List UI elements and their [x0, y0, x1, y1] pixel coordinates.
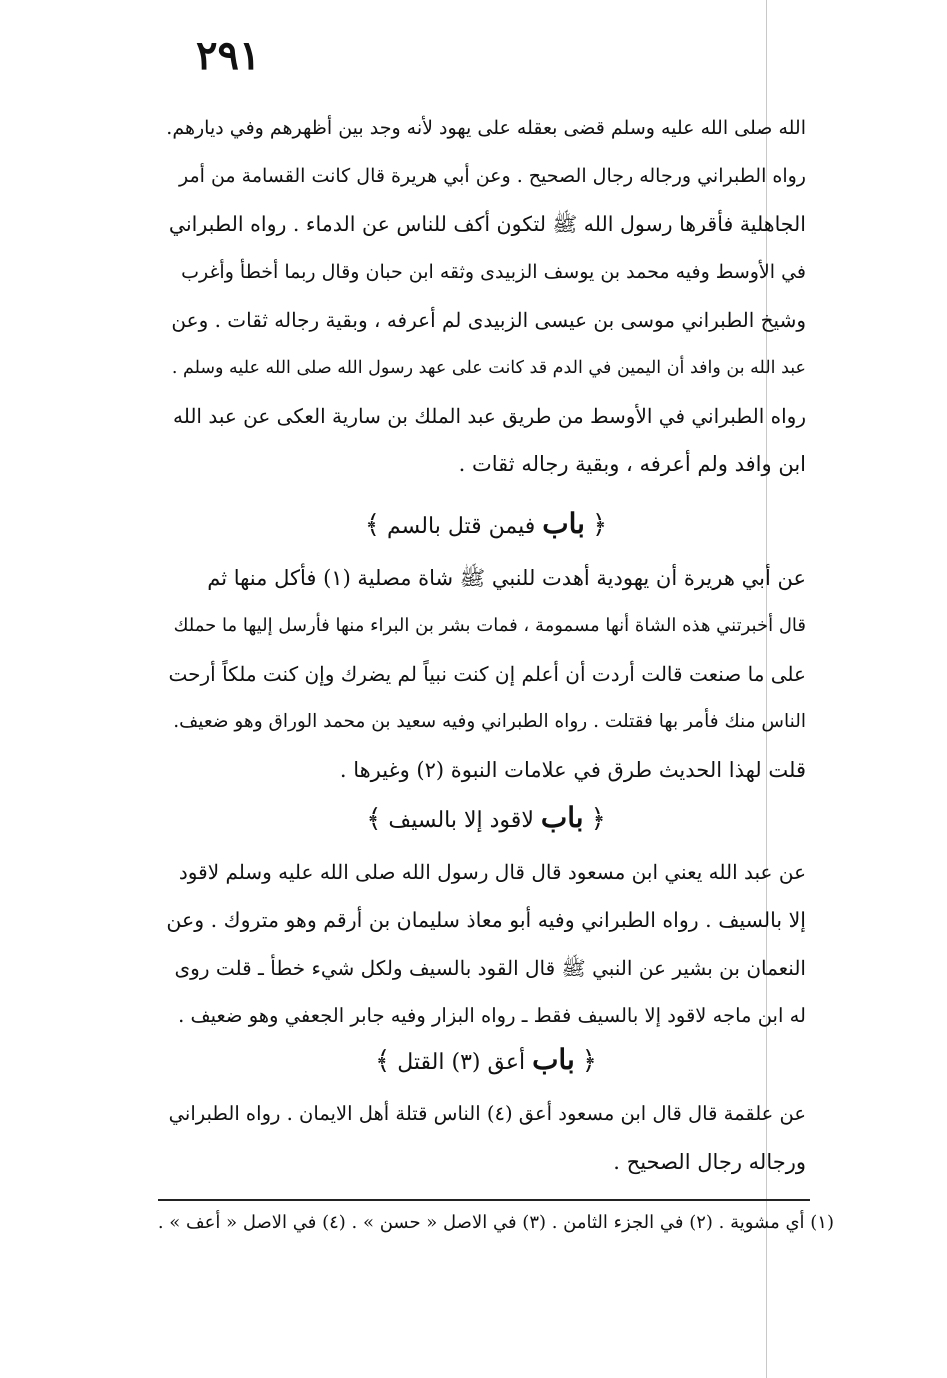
footnotes: (١) أي مشوية . (٢) في الجزء الثامن . (٣) في الاصل « حسن » . (٤) في الاصل « أعف » . [157, 1212, 834, 1233]
bracket-open: ﴿ [590, 804, 606, 834]
chapter-word: باب [540, 801, 584, 834]
text-line: عن أبي هريرة أن يهودية أهدت للنبي ﷺ شاة مصلية (١) فأكل منها ثم [207, 566, 806, 590]
footnote-divider [158, 1199, 810, 1201]
chapter-title: أعق (٣) القتل [397, 1050, 526, 1075]
text-line: إلا بالسيف . رواه الطبراني وفيه أبو معاذ سليمان بن أرقم وهو متروك . وعن [166, 908, 806, 932]
paragraph-2 [166, 554, 806, 794]
bracket-close: ﴾ [364, 510, 381, 540]
text-line: ابن وافد ولم أعرفه ، وبقية رجاله ثقات . [458, 452, 806, 476]
chapter-title: فيمن قتل بالسم [387, 514, 536, 539]
text-line: على ما صنعت قالت أردت أن أعلم إن كنت نبياً لم يضرك وإن كنت ملكاً أرحت [168, 662, 806, 686]
text-line: عن علقمة قال قال ابن مسعود أعق (٤) الناس قتلة أهل الايمان . رواه الطبراني [168, 1102, 806, 1125]
paragraph-4 [166, 1090, 806, 1186]
chapter-title: لاقود إلا بالسيف [388, 808, 534, 833]
text-line: رواه الطبراني ورجاله رجال الصحيح . وعن أبي هريرة قال كانت القسامة من أمر [178, 165, 806, 187]
text-line: الجاهلية فأقرها رسول الله ﷺ لتكون أكف للناس عن الدماء . رواه الطبراني [168, 212, 806, 236]
chapter-heading-1 [166, 507, 806, 540]
text-line: ورجاله رجال الصحيح . [613, 1150, 806, 1174]
text-line: رواه الطبراني في الأوسط من طريق عبد الملك بن سارية العكى عن عبد الله [172, 404, 806, 428]
bracket-close: ﴾ [375, 1046, 391, 1076]
page-number: ٢٩١ [196, 32, 261, 79]
chapter-heading-3 [166, 1043, 806, 1076]
text-line: الله صلى الله عليه وسلم قضى بعقله على يهود لأنه وجد بين أظهرهم وفي ديارهم. [166, 117, 806, 139]
text-line: وشيخ الطبراني موسى بن عيسى الزبيدى لم أعرفه ، وبقية رجاله ثقات . وعن [171, 308, 806, 332]
chapter-heading-2 [166, 801, 806, 834]
text-line: عن عبد الله يعني ابن مسعود قال قال رسول الله صلى الله عليه وسلم لاقود [178, 860, 806, 884]
text-line: قلت لهذا الحديث طرق في علامات النبوة (٢) وغيرها . [339, 758, 806, 782]
text-line: عبد الله بن وافد أن اليمين في الدم قد كانت على عهد رسول الله صلى الله عليه وسلم . [171, 358, 806, 378]
paragraph-3 [166, 848, 806, 1040]
paragraph-1 [166, 104, 806, 488]
bracket-open: ﴿ [581, 1046, 597, 1076]
text-line: في الأوسط وفيه محمد بن يوسف الزبيدى وثقه ابن حبان وقال ربما أخطأ وأغرب [181, 261, 806, 283]
chapter-word: باب [532, 1043, 575, 1076]
text-line: له ابن ماجه لاقود إلا بالسيف فقط ـ رواه البزار وفيه جابر الجعفي وهو ضعيف . [178, 1004, 806, 1027]
text-line: النعمان بن بشير عن النبي ﷺ قال القود بالسيف ولكل شيء خطأ ـ قلت روى [174, 956, 806, 980]
bracket-open: ﴿ [591, 510, 608, 540]
text-line: قال أخبرتني هذه الشاة أنها مسمومة ، فمات بشر بن البراء منها فأرسل إليها ما حملك [173, 615, 806, 636]
text-line: الناس منك فأمر بها فقتلت . رواه الطبراني وفيه سعيد بن محمد الوراق وهو ضعيف. [173, 711, 806, 732]
chapter-word: باب [542, 507, 585, 540]
bracket-close: ﴾ [366, 804, 382, 834]
